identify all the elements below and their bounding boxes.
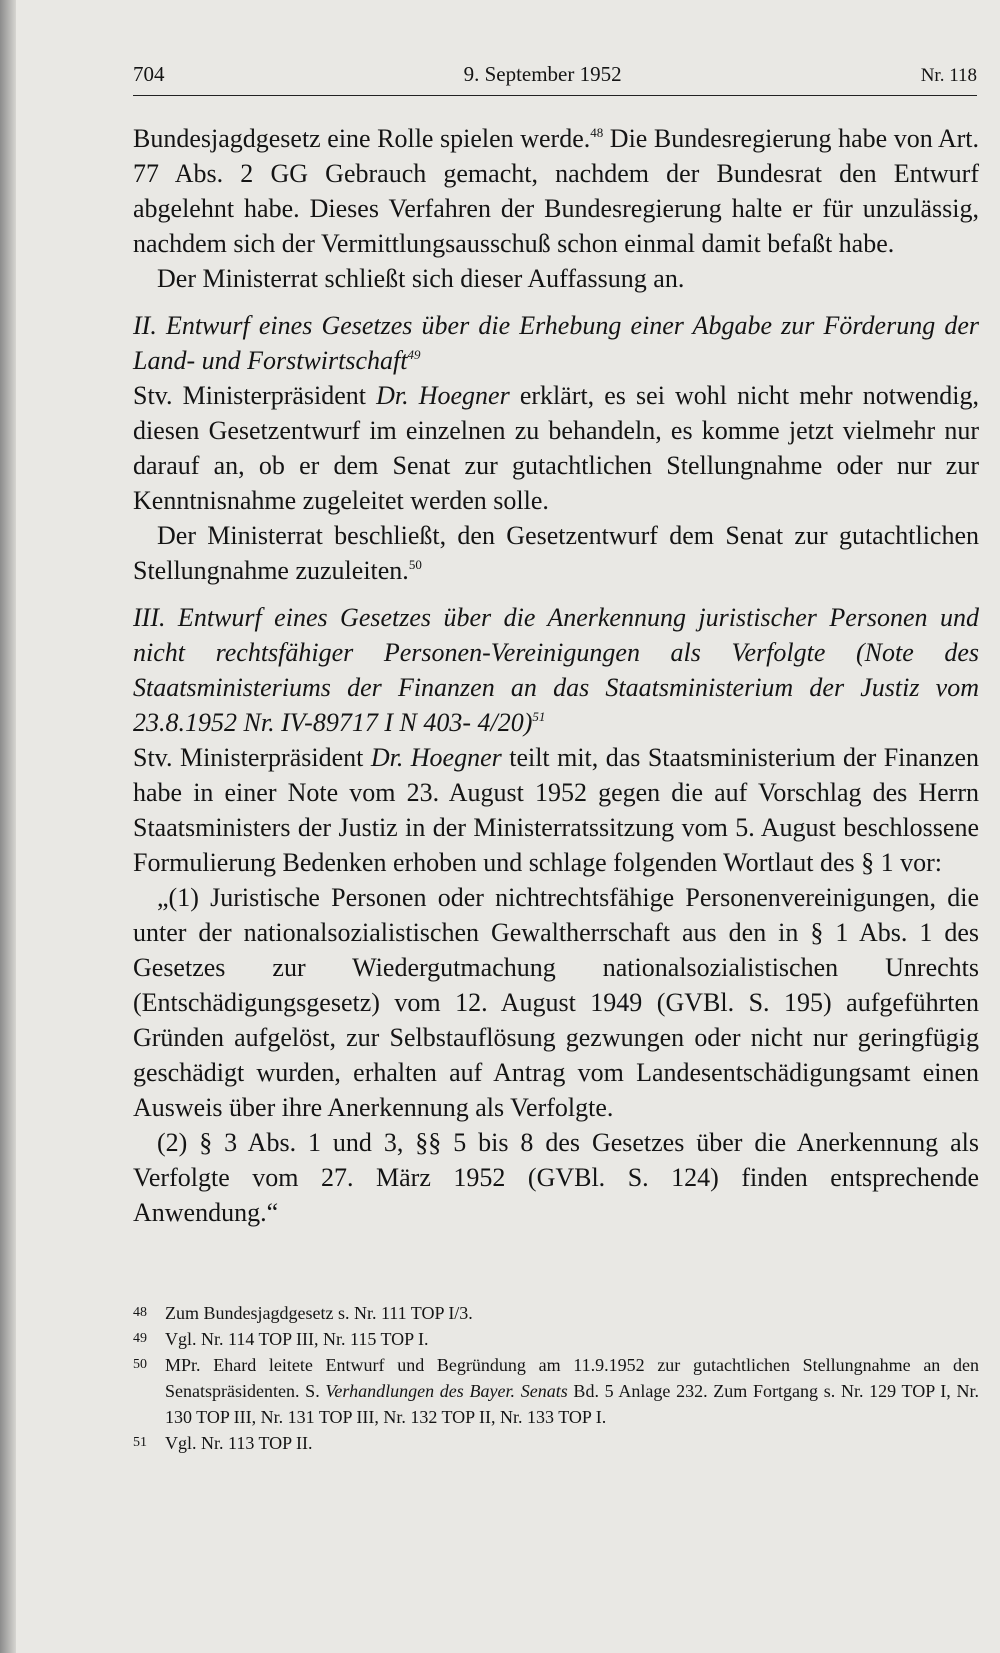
agenda-item-heading: III. Entwurf eines Gesetzes über die Anerkennung juristischer Personen und nicht rechtsfähiger Personen-Vereinigungen als Verfolgte (Note des Staatsministeriums der Finanzen an das Staatsministerium der Justiz vom 23.8.1952 Nr. IV-89717 I N 403- 4/20)$^{51}$ bbox=[133, 603, 979, 737]
page-number: 704 bbox=[133, 62, 165, 86]
footnote bbox=[133, 1300, 979, 1326]
footnote-number: 48 bbox=[133, 1305, 147, 1320]
footnote-ref: 51 bbox=[532, 709, 546, 724]
footnotes bbox=[133, 1300, 979, 1456]
main-text bbox=[133, 121, 979, 1230]
person-name: Dr. Hoegner bbox=[376, 381, 510, 410]
quoted-paragraph: „(1) Juristische Personen oder nichtrechtsfähige Personenvereinigungen, die unter der nationalsozialistischen Gewaltherrschaft aus den in § 1 Abs. 1 des Gesetzes zur Wiedergutmachung nationalsozialistischen Unrechts (Entschädigungsgesetz) vom 12. August 1949 (GVBl. S. 195) aufgeführten Gründen aufgelöst, zur Selbstauflösung gezwungen oder nicht nur geringfügig geschädigt wurden, erhalten auf Antrag vom Landesentschädigungsamt einen Ausweis über ihre Anerkennung als Verfolgte. bbox=[133, 883, 979, 1122]
footnote-text: MPr. Ehard leitete Entwurf und Begründung am 11.9.1952 zur gutachtlichen Stellungnahme an den Senatspräsidenten. S. Verhandlungen des Bayer. Senats Bd. 5 Anlage 232. Zum Fortgang s. Nr. 129 TOP I, Nr. 130 TOP III, Nr. 131 TOP III, Nr. 132 TOP II, Nr. 133 TOP I. bbox=[165, 1355, 980, 1427]
paragraph: Stv. Ministerpräsident Dr. Hoegner teilt mit, das Staatsministerium der Finanzen habe in einer Note vom 23. August 1952 gegen die auf Vorschlag des Herrn Staatsministers der Justiz in der Ministerratssitzung vom 5. August beschlossene Formulierung Bedenken erhoben und schlage folgenden Wortlaut des § 1 vor: bbox=[133, 743, 980, 877]
paragraph: Stv. Ministerpräsident Dr. Hoegner erklärt, es sei wohl nicht mehr notwendig, diesen Gesetzentwurf im einzelnen zu behandeln, es komme jetzt vielmehr nur darauf an, ob er dem Senat zur gutachtlichen Stellungnahme oder nur zur Kenntnisnahme zugeleitet werden solle. bbox=[133, 381, 979, 515]
footnote-text: Vgl. Nr. 114 TOP III, Nr. 115 TOP I. bbox=[165, 1329, 429, 1349]
footnote-text: Vgl. Nr. 113 TOP II. bbox=[165, 1433, 313, 1453]
footnote bbox=[133, 1430, 979, 1456]
person-name: Dr. Hoegner bbox=[370, 743, 502, 772]
footnote-ref: 48 bbox=[590, 125, 604, 140]
footnote bbox=[133, 1326, 979, 1352]
footnote bbox=[133, 1352, 979, 1430]
footnote-number: 50 bbox=[133, 1357, 147, 1372]
paragraph: Der Ministerrat beschließt, den Gesetzentwurf dem Senat zur gutachtlichen Stellungnahme zuzuleiten.$^{50}$ bbox=[133, 521, 979, 585]
paragraph: Bundesjagdgesetz eine Rolle spielen werde.$^{48}$ Die Bundesregierung habe von Art. 77 Abs. 2 GG Gebrauch gemacht, nachdem der Bundesrat den Entwurf abgelehnt habe. Dieses Verfahren der Bundesregierung halte er für unzulässig, nachdem sich der Vermittlungsausschuß schon einmal damit befaßt habe. bbox=[133, 124, 979, 258]
paragraph: Der Ministerrat schließt sich dieser Auffassung an. bbox=[157, 264, 685, 293]
footnote-number: 49 bbox=[133, 1331, 147, 1346]
footnote-ref: 49 bbox=[407, 347, 421, 362]
header-date: 9. September 1952 bbox=[463, 62, 622, 86]
footnote-number: 51 bbox=[133, 1435, 147, 1450]
footnote-text: Zum Bundesjagdgesetz s. Nr. 111 TOP I/3. bbox=[165, 1303, 473, 1323]
binding-shadow bbox=[0, 0, 16, 1653]
quoted-paragraph: (2) § 3 Abs. 1 und 3, §§ 5 bis 8 des Gesetzes über die Anerkennung als Verfolgte vom 27. März 1952 (GVBl. S. 124) finden entsprechende Anwendung.“ bbox=[133, 1128, 979, 1227]
agenda-item-heading: II. Entwurf eines Gesetzes über die Erhebung einer Abgabe zur Förderung der Land- und Forstwirtschaft$^{49}$ bbox=[133, 311, 979, 375]
publication-title: Verhandlungen des Bayer. Senats bbox=[325, 1381, 568, 1401]
footnote-ref: 50 bbox=[408, 557, 422, 572]
issue-number: Nr. 118 bbox=[920, 65, 977, 86]
running-header bbox=[133, 62, 977, 96]
